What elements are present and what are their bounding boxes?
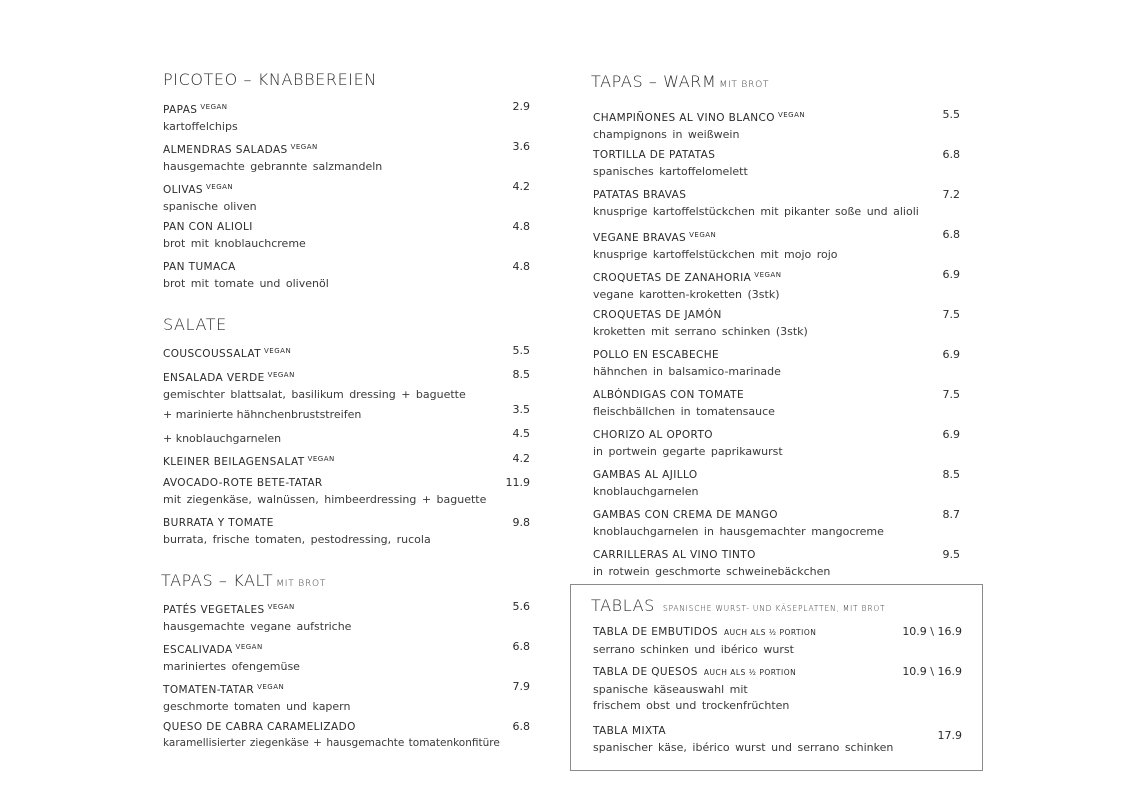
item-price: 6.8 [512, 720, 530, 733]
item-price: 8.7 [942, 508, 960, 521]
menu-item [163, 720, 530, 751]
item-price: 17.9 [937, 729, 962, 742]
menu-item [593, 388, 960, 419]
item-price: 8.5 [942, 468, 960, 481]
item-price: 2.9 [512, 100, 530, 113]
item-price: 4.5 [512, 427, 530, 440]
item-price: 6.8 [512, 640, 530, 653]
menu-item [163, 260, 530, 291]
menu-item [163, 640, 530, 674]
item-description-line2: frischem obst und trockenfrüchten [593, 699, 790, 712]
item-name: VEGANE BRAVAS [593, 232, 687, 244]
menu-item [593, 428, 960, 459]
item-name: TOMATEN-TATAR [163, 684, 255, 696]
menu-item [163, 516, 530, 547]
menu-item [163, 476, 530, 507]
menu-item [593, 724, 962, 755]
vegan-label: VEGAN [754, 271, 782, 279]
item-description: kartoffelchips [163, 120, 238, 133]
item-description: knusprige kartoffelstückchen mit pikanter soße und alioli [593, 205, 919, 218]
section-title-salate: SALATE [163, 315, 227, 334]
vegan-label: VEGAN [257, 683, 285, 691]
menu-item [593, 468, 960, 499]
menu-item [163, 600, 530, 634]
item-description: gemischter blattsalat, basilikum dressing + baguette [163, 388, 466, 401]
menu-item [163, 100, 530, 134]
item-name: CHAMPIÑONES AL VINO BLANCO [593, 112, 775, 124]
addon-text: + marinierte hähnchenbruststreifen [163, 408, 362, 421]
section-title-kalt [161, 571, 326, 590]
item-name: TABLA MIXTA [593, 725, 666, 737]
item-description: spanischer käse, ibérico wurst und serrano schinken [593, 741, 894, 754]
item-name: PATÉS VEGETALES [163, 604, 265, 616]
menu-item [593, 228, 960, 262]
item-name: COUSCOUSSALAT [163, 348, 262, 360]
item-price: 4.8 [512, 260, 530, 273]
vegan-label: VEGAN [264, 347, 292, 355]
item-description: brot mit tomate und olivenöl [163, 277, 329, 290]
section-subtitle: MIT BROT [276, 579, 327, 589]
item-description: knoblauchgarnelen [593, 485, 699, 498]
item-name: ENSALADA VERDE [163, 372, 265, 384]
item-name: TORTILLA DE PATATAS [593, 149, 716, 161]
item-price: 6.9 [942, 268, 960, 281]
item-description: knusprige kartoffelstückchen mit mojo rojo [593, 248, 838, 261]
menu-item [163, 368, 530, 402]
item-description: mariniertes ofengemüse [163, 660, 300, 673]
item-description: hausgemachte gebrannte salzmandeln [163, 160, 383, 173]
item-price: 6.8 [942, 148, 960, 161]
item-description: karamellisierter ziegenkäse + hausgemachte tomatenkonfitüre [163, 737, 500, 749]
item-price: 3.6 [512, 140, 530, 153]
item-note: AUCH ALS ½ PORTION [723, 628, 817, 637]
section-subtitle: MIT BROT [719, 80, 770, 90]
item-price: 6.9 [942, 428, 960, 441]
item-description: vegane karotten-kroketten (3stk) [593, 288, 780, 301]
vegan-label: VEGAN [267, 371, 295, 379]
vegan-label: VEGAN [307, 455, 335, 463]
item-name: CROQUETAS DE JAMÓN [593, 309, 722, 321]
section-title-text: TAPAS – WARM [591, 72, 717, 91]
item-name: AVOCADO-ROTE BETE-TATAR [163, 477, 323, 489]
menu-item [163, 344, 530, 361]
section-title-text: TABLAS [591, 596, 655, 615]
item-price: 4.8 [512, 220, 530, 233]
vegan-label: VEGAN [689, 231, 717, 239]
item-price: 9.5 [942, 548, 960, 561]
item-price: 7.9 [512, 680, 530, 693]
item-name: OLIVAS [163, 184, 203, 196]
item-name: PAN CON ALIOLI [163, 221, 253, 233]
item-name: TABLA DE EMBUTIDOS [593, 626, 718, 638]
menu-item [593, 548, 960, 579]
item-price: 10.9 \ 16.9 [902, 625, 962, 638]
vegan-label: VEGAN [235, 643, 263, 651]
menu-item [593, 625, 962, 657]
vegan-label: VEGAN [200, 103, 228, 111]
item-price: 4.2 [512, 180, 530, 193]
item-note: AUCH ALS ½ PORTION [703, 668, 797, 677]
menu-item [593, 308, 960, 339]
item-description: fleischbällchen in tomatensauce [593, 405, 775, 418]
section-title-warm [591, 72, 769, 91]
item-name: ALBÓNDIGAS CON TOMATE [593, 389, 745, 401]
item-price: 6.8 [942, 228, 960, 241]
item-description: in portwein gegarte paprikawurst [593, 445, 783, 458]
item-name: CHORIZO AL OPORTO [593, 429, 713, 441]
item-description: geschmorte tomaten und kapern [163, 700, 351, 713]
menu-item [593, 665, 962, 713]
item-name: PAN TUMACA [163, 261, 236, 273]
vegan-label: VEGAN [205, 183, 234, 191]
item-name: ALMENDRAS SALADAS [163, 144, 288, 156]
item-name: ESCALIVADA [163, 644, 233, 656]
item-description: hausgemachte vegane aufstriche [163, 620, 352, 633]
item-price: 5.5 [942, 108, 960, 121]
item-description: spanische oliven [163, 200, 257, 213]
vegan-label: VEGAN [267, 603, 295, 611]
menu-addon [163, 427, 530, 446]
menu-item [163, 180, 530, 214]
item-price: 7.2 [942, 188, 960, 201]
menu-item [163, 220, 530, 251]
tablas-box [570, 584, 983, 771]
item-name: POLLO EN ESCABECHE [593, 349, 720, 361]
vegan-label: VEGAN [777, 111, 806, 119]
item-name: CARRILLERAS AL VINO TINTO [593, 549, 756, 561]
item-name: PAPAS [163, 104, 198, 116]
item-price: 10.9 \ 16.9 [902, 665, 962, 678]
section-subtitle: SPANISCHE WURST- UND KÄSEPLATTEN, MIT BROT [662, 604, 886, 613]
item-name: QUESO DE CABRA CARAMELIZADO [163, 721, 356, 733]
item-price: 7.5 [942, 308, 960, 321]
section-title-text: TAPAS – KALT [161, 571, 274, 590]
item-name: CROQUETAS DE ZANAHORIA [593, 272, 752, 284]
item-price: 8.5 [512, 368, 530, 381]
menu-item [593, 508, 960, 539]
item-description: mit ziegenkäse, walnüssen, himbeerdressing + baguette [163, 493, 487, 506]
menu-item [593, 348, 960, 379]
item-price: 5.5 [512, 344, 530, 357]
item-description: burrata, frische tomaten, pestodressing, rucola [163, 533, 431, 546]
item-price: 7.5 [942, 388, 960, 401]
menu-item [593, 108, 960, 142]
item-price: 4.2 [512, 452, 530, 465]
item-description: champignons in weißwein [593, 128, 740, 141]
item-name: KLEINER BEILAGENSALAT [163, 456, 305, 468]
section-title-picoteo: PICOTEO – KNABBEREIEN [163, 70, 377, 89]
item-name: GAMBAS AL AJILLO [593, 469, 698, 481]
item-description: spanisches kartoffelomelett [593, 165, 748, 178]
item-description: hähnchen in balsamico-marinade [593, 365, 781, 378]
item-price: 5.6 [512, 600, 530, 613]
item-description: knoblauchgarnelen in hausgemachter mangocreme [593, 525, 884, 538]
menu-item [163, 140, 530, 174]
item-name: PATATAS BRAVAS [593, 189, 687, 201]
item-name: TABLA DE QUESOS [593, 666, 698, 678]
item-price: 11.9 [505, 476, 530, 489]
item-name: GAMBAS CON CREMA DE MANGO [593, 509, 778, 521]
menu-item [593, 188, 960, 219]
addon-text: + knoblauchgarnelen [163, 432, 282, 445]
item-description: serrano schinken und ibérico wurst [593, 643, 794, 656]
item-description: kroketten mit serrano schinken (3stk) [593, 325, 808, 338]
vegan-label: VEGAN [290, 143, 318, 151]
item-description: spanische käseauswahl mit [593, 683, 748, 696]
item-description: brot mit knoblauchcreme [163, 237, 306, 250]
item-price: 3.5 [512, 403, 530, 416]
section-title-tablas [591, 596, 885, 615]
item-name: BURRATA Y TOMATE [163, 517, 274, 529]
menu-item [163, 680, 530, 714]
menu-item [593, 148, 960, 179]
item-price: 6.9 [942, 348, 960, 361]
item-price: 9.8 [512, 516, 530, 529]
menu-item [163, 452, 530, 469]
menu-item [593, 268, 960, 302]
item-description: in rotwein geschmorte schweinebäckchen [593, 565, 831, 578]
menu-addon [163, 403, 530, 422]
